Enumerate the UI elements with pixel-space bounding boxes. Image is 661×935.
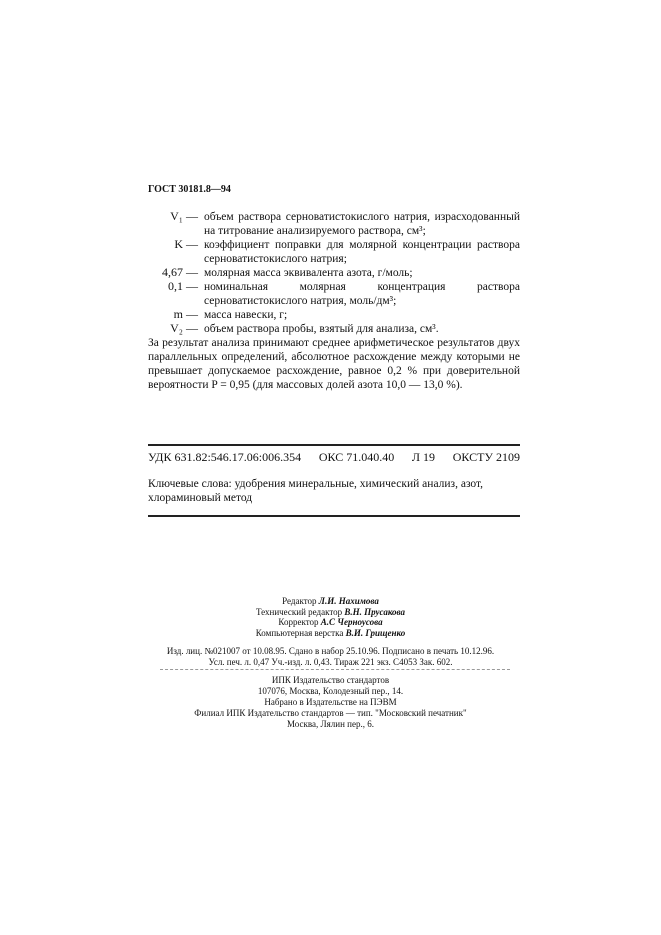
publisher-line: Набрано в Издательстве на ПЭВМ [264,697,397,707]
definition-term: 0,1 — [168,279,198,293]
credit-editor: Редактор Л.И. Нахимова [282,596,379,606]
imprint-line: Усл. печ. л. 0,47 Уч.-изд. л. 0,43. Тираж 221 экз. С4053 Зак. 602. [208,657,453,667]
publisher-line: 107076, Москва, Колодезный пер., 14. [257,686,404,696]
oks-code: ОКС 71.040.40 [318,450,395,464]
document-header: ГОСТ 30181.8—94 [148,184,231,195]
udk-code: УДК 631.82:546.17.06:006.354 [148,450,302,464]
keywords: Ключевые слова: удобрения минеральные, химический анализ, азот, хлораминовый метод [148,478,484,504]
credit-tech-editor: Технический редактор В.Н. Прусакова [255,606,405,617]
definition-text: объем раствора пробы, взятый для анализа, см³. [204,323,439,335]
definition-term: K — [174,237,198,251]
credit-layout: Компьютерная верстка В.И. Грищенко [255,627,406,638]
definition-text: номинальная молярная концентрация раствора серноватистокислого натрия, моль/дм³; [204,281,520,307]
result-paragraph: За результат анализа принимают среднее арифметическое результатов двух параллельных определений, абсолютное расхождение между которыми не превышает допускаемое расхождение, равное 0,2 % при доверительной вероятности P = 0,95 (для массовых долей азота 10,0 — 13,0 %). [148,337,520,391]
definition-term: V₁ — [170,209,198,223]
credit-corrector: Корректор А.С Черноусова [278,617,383,627]
publisher-line: Филиал ИПК Издательство стандартов — тип. "Московский печатник" [194,708,467,718]
definition-text: коэффициент поправки для молярной концентрации раствора серноватистокислого натрия; [204,239,520,265]
definition-term: V₂ — [170,321,198,335]
definition-term: m — [173,307,198,321]
l-code: Л 19 [411,450,436,464]
divider [148,515,520,517]
divider [148,444,520,446]
definition-text: молярная масса эквивалента азота, г/моль; [204,267,413,279]
definition-term: 4,67 — [162,265,198,279]
publisher-line: Москва, Лялин пер., 6. [287,719,374,729]
okstu-code: ОКСТУ 2109 [452,450,520,464]
classification-line [148,450,520,465]
imprint-line: Изд. лиц. №021007 от 10.08.95. Сдано в набор 25.10.96. Подписано в печать 10.12.96. [166,646,495,656]
divider [160,669,510,670]
definition-text: масса навески, г; [204,309,288,321]
publisher-line: ИПК Издательство стандартов [271,675,390,685]
definition-text: объем раствора серноватистокислого натрия, израсходованный на титрование анализируемого раствора, см³; [204,211,520,237]
